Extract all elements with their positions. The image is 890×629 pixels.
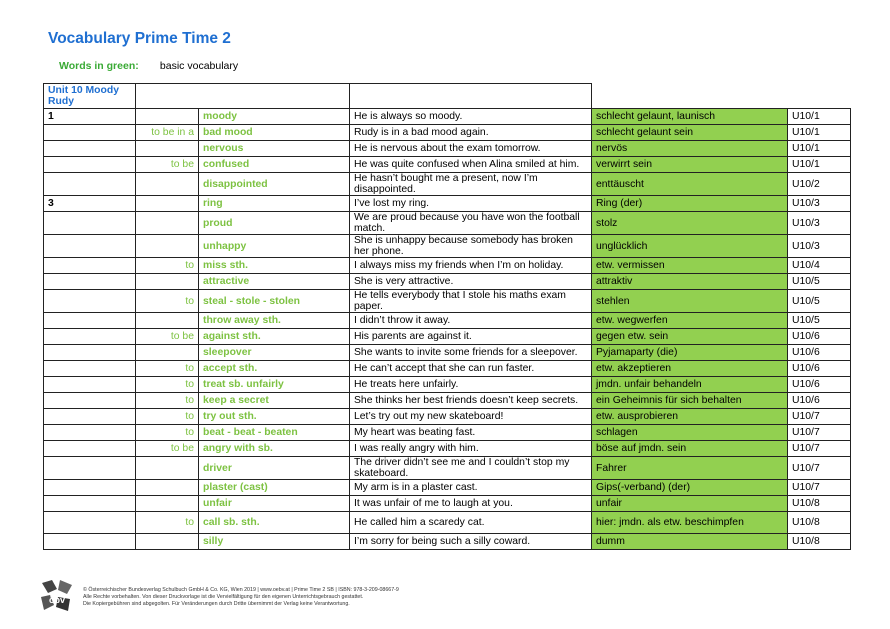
- row-sentence: I was really angry with him.: [350, 441, 592, 457]
- row-word: moody: [199, 109, 350, 125]
- table-row: [44, 290, 851, 313]
- row-sentence: She is very attractive.: [350, 274, 592, 290]
- row-word: confused: [199, 157, 350, 173]
- table-row: [44, 313, 851, 329]
- table-row: [44, 409, 851, 425]
- logo-text: öbv: [49, 595, 66, 605]
- row-word: keep a secret: [199, 393, 350, 409]
- row-prefix: [136, 109, 199, 125]
- table-row: [44, 393, 851, 409]
- table-row: [44, 258, 851, 274]
- row-prefix: [136, 212, 199, 235]
- row-german: Gips(-verband) (der): [592, 480, 788, 496]
- row-word: call sb. sth.: [199, 512, 350, 534]
- row-word: unhappy: [199, 235, 350, 258]
- row-number: [44, 157, 136, 173]
- vocabulary-table: [43, 83, 851, 550]
- row-german: etw. wegwerfen: [592, 313, 788, 329]
- row-german: jmdn. unfair behandeln: [592, 377, 788, 393]
- table-row: [44, 329, 851, 345]
- table-row: [44, 457, 851, 480]
- row-reference: U10/7: [788, 409, 851, 425]
- row-word: against sth.: [199, 329, 350, 345]
- unit-header-line2: Rudy: [48, 96, 74, 107]
- row-prefix: to be: [136, 329, 199, 345]
- row-number: 3: [44, 196, 136, 212]
- row-number: [44, 125, 136, 141]
- table-row: [44, 512, 851, 534]
- row-german: gegen etw. sein: [592, 329, 788, 345]
- footer-line3: Die Kopiergebühren sind abgegolten. Für Veränderungen durch Dritte übernimmt der Verlag keine Verantwortung.: [83, 601, 350, 607]
- row-reference: U10/1: [788, 109, 851, 125]
- row-prefix: to: [136, 377, 199, 393]
- table-row: [44, 425, 851, 441]
- row-sentence: The driver didn’t see me and I couldn’t stop my skateboard.: [350, 457, 592, 480]
- row-reference: U10/6: [788, 377, 851, 393]
- row-sentence: He was quite confused when Alina smiled at him.: [350, 157, 592, 173]
- row-word: angry with sb.: [199, 441, 350, 457]
- row-number: [44, 258, 136, 274]
- row-number: [44, 329, 136, 345]
- unit-header-spacer-ref: [788, 84, 851, 109]
- row-prefix: [136, 141, 199, 157]
- row-german: enttäuscht: [592, 173, 788, 196]
- row-number: [44, 274, 136, 290]
- row-prefix: to: [136, 290, 199, 313]
- row-german: etw. akzeptieren: [592, 361, 788, 377]
- row-number: [44, 512, 136, 534]
- row-german: dumm: [592, 534, 788, 550]
- row-prefix: to: [136, 393, 199, 409]
- row-german: etw. vermissen: [592, 258, 788, 274]
- row-prefix: [136, 196, 199, 212]
- row-word: disappointed: [199, 173, 350, 196]
- unit-header-row: [44, 84, 851, 109]
- row-number: [44, 141, 136, 157]
- row-sentence: I didn’t throw it away.: [350, 313, 592, 329]
- row-number: [44, 534, 136, 550]
- table-row: [44, 173, 851, 196]
- row-prefix: to be in a: [136, 125, 199, 141]
- row-sentence: I always miss my friends when I’m on holiday.: [350, 258, 592, 274]
- row-number: [44, 345, 136, 361]
- row-prefix: [136, 345, 199, 361]
- row-number: [44, 393, 136, 409]
- row-prefix: [136, 496, 199, 512]
- row-word: try out sth.: [199, 409, 350, 425]
- footer-line1: © Österreichischer Bundesverlag Schulbuch GmbH & Co. KG, Wien 2019 | www.oebv.at | Prime Time 2 SB | ISBN: 978-3-209-08667-9: [83, 587, 399, 593]
- row-sentence: My heart was beating fast.: [350, 425, 592, 441]
- row-prefix: [136, 274, 199, 290]
- row-reference: U10/4: [788, 258, 851, 274]
- footer: [83, 587, 399, 608]
- row-number: [44, 361, 136, 377]
- table-row: [44, 377, 851, 393]
- row-german: ein Geheimnis für sich behalten: [592, 393, 788, 409]
- table-row: [44, 441, 851, 457]
- unit-header: [44, 84, 136, 109]
- row-reference: U10/8: [788, 496, 851, 512]
- row-number: [44, 235, 136, 258]
- table-row: [44, 141, 851, 157]
- row-reference: U10/7: [788, 425, 851, 441]
- table-row: [44, 109, 851, 125]
- row-german: verwirrt sein: [592, 157, 788, 173]
- row-german: stolz: [592, 212, 788, 235]
- row-sentence: I’ve lost my ring.: [350, 196, 592, 212]
- row-number: [44, 313, 136, 329]
- row-german: Ring (der): [592, 196, 788, 212]
- row-sentence: He called him a scaredy cat.: [350, 512, 592, 534]
- row-german: Pyjamaparty (die): [592, 345, 788, 361]
- row-number: [44, 457, 136, 480]
- row-sentence: She thinks her best friends doesn’t keep secrets.: [350, 393, 592, 409]
- footer-line2: Alle Rechte vorbehalten. Von dieser Druckvorlage ist die Vervielfältigung für den eigenen Unterrichtsgebrauch gestattet.: [83, 594, 364, 600]
- row-word: steal - stole - stolen: [199, 290, 350, 313]
- row-prefix: to: [136, 512, 199, 534]
- row-word: ring: [199, 196, 350, 212]
- row-number: [44, 409, 136, 425]
- row-prefix: to: [136, 361, 199, 377]
- row-number: [44, 212, 136, 235]
- row-sentence: Rudy is in a bad mood again.: [350, 125, 592, 141]
- row-reference: U10/6: [788, 393, 851, 409]
- row-german: böse auf jmdn. sein: [592, 441, 788, 457]
- row-word: silly: [199, 534, 350, 550]
- legend: [59, 60, 238, 72]
- row-word: miss sth.: [199, 258, 350, 274]
- row-word: sleepover: [199, 345, 350, 361]
- unit-header-blank: [136, 84, 350, 109]
- table-row: [44, 361, 851, 377]
- table-row: [44, 157, 851, 173]
- row-reference: U10/1: [788, 125, 851, 141]
- row-reference: U10/7: [788, 441, 851, 457]
- row-sentence: He treats here unfairly.: [350, 377, 592, 393]
- row-reference: U10/3: [788, 212, 851, 235]
- table-row: [44, 274, 851, 290]
- row-reference: U10/7: [788, 457, 851, 480]
- row-reference: U10/5: [788, 290, 851, 313]
- unit-header-line1: Unit 10 Moody: [48, 85, 120, 96]
- row-german: stehlen: [592, 290, 788, 313]
- row-reference: U10/3: [788, 235, 851, 258]
- row-german: nervös: [592, 141, 788, 157]
- row-reference: U10/1: [788, 157, 851, 173]
- row-german: Fahrer: [592, 457, 788, 480]
- table-row: [44, 496, 851, 512]
- row-reference: U10/8: [788, 512, 851, 534]
- row-word: attractive: [199, 274, 350, 290]
- row-reference: U10/1: [788, 141, 851, 157]
- row-german: etw. ausprobieren: [592, 409, 788, 425]
- row-word: bad mood: [199, 125, 350, 141]
- row-sentence: He can’t accept that she can run faster.: [350, 361, 592, 377]
- row-prefix: [136, 480, 199, 496]
- row-word: unfair: [199, 496, 350, 512]
- table-row: [44, 125, 851, 141]
- row-german: hier: jmdn. als etw. beschimpfen: [592, 512, 788, 534]
- row-prefix: [136, 173, 199, 196]
- row-sentence: He hasn’t bought me a present, now I’m disappointed.: [350, 173, 592, 196]
- row-sentence: She wants to invite some friends for a sleepover.: [350, 345, 592, 361]
- row-reference: U10/5: [788, 274, 851, 290]
- row-sentence: She is unhappy because somebody has broken her phone.: [350, 235, 592, 258]
- unit-header-blank-sentence: [350, 84, 592, 109]
- row-number: [44, 377, 136, 393]
- row-number: [44, 290, 136, 313]
- row-prefix: to be: [136, 441, 199, 457]
- legend-key: Words in green:: [59, 60, 139, 72]
- row-word: throw away sth.: [199, 313, 350, 329]
- row-prefix: [136, 235, 199, 258]
- row-german: schlecht gelaunt, launisch: [592, 109, 788, 125]
- row-number: 1: [44, 109, 136, 125]
- row-prefix: to: [136, 258, 199, 274]
- row-number: [44, 173, 136, 196]
- row-number: [44, 496, 136, 512]
- table-row: [44, 480, 851, 496]
- row-sentence: He is always so moody.: [350, 109, 592, 125]
- row-german: schlecht gelaunt sein: [592, 125, 788, 141]
- row-prefix: [136, 313, 199, 329]
- row-word: proud: [199, 212, 350, 235]
- row-german: unglücklich: [592, 235, 788, 258]
- row-sentence: I’m sorry for being such a silly coward.: [350, 534, 592, 550]
- row-sentence: My arm is in a plaster cast.: [350, 480, 592, 496]
- row-reference: U10/8: [788, 534, 851, 550]
- row-sentence: Let’s try out my new skateboard!: [350, 409, 592, 425]
- row-word: driver: [199, 457, 350, 480]
- row-number: [44, 425, 136, 441]
- row-reference: U10/6: [788, 361, 851, 377]
- table-row: [44, 196, 851, 212]
- row-sentence: It was unfair of me to laugh at you.: [350, 496, 592, 512]
- row-german: attraktiv: [592, 274, 788, 290]
- row-reference: U10/7: [788, 480, 851, 496]
- unit-header-spacer: [592, 84, 788, 109]
- row-reference: U10/3: [788, 196, 851, 212]
- row-word: accept sth.: [199, 361, 350, 377]
- row-sentence: We are proud because you have won the football match.: [350, 212, 592, 235]
- row-prefix: [136, 534, 199, 550]
- row-german: unfair: [592, 496, 788, 512]
- table-row: [44, 345, 851, 361]
- row-prefix: to: [136, 409, 199, 425]
- table-row: [44, 534, 851, 550]
- row-prefix: [136, 457, 199, 480]
- row-word: nervous: [199, 141, 350, 157]
- row-german: schlagen: [592, 425, 788, 441]
- row-prefix: to be: [136, 157, 199, 173]
- row-number: [44, 480, 136, 496]
- row-sentence: He is nervous about the exam tomorrow.: [350, 141, 592, 157]
- row-word: treat sb. unfairly: [199, 377, 350, 393]
- row-prefix: to: [136, 425, 199, 441]
- row-number: [44, 441, 136, 457]
- row-reference: U10/5: [788, 313, 851, 329]
- row-word: beat - beat - beaten: [199, 425, 350, 441]
- table-row: [44, 212, 851, 235]
- oebv-logo-icon: [40, 579, 74, 613]
- row-reference: U10/6: [788, 329, 851, 345]
- row-word: plaster (cast): [199, 480, 350, 496]
- legend-value: basic vocabulary: [159, 60, 239, 72]
- page-title: Vocabulary Prime Time 2: [48, 30, 231, 47]
- row-sentence: His parents are against it.: [350, 329, 592, 345]
- row-reference: U10/2: [788, 173, 851, 196]
- row-reference: U10/6: [788, 345, 851, 361]
- row-sentence: He tells everybody that I stole his maths exam paper.: [350, 290, 592, 313]
- table-row: [44, 235, 851, 258]
